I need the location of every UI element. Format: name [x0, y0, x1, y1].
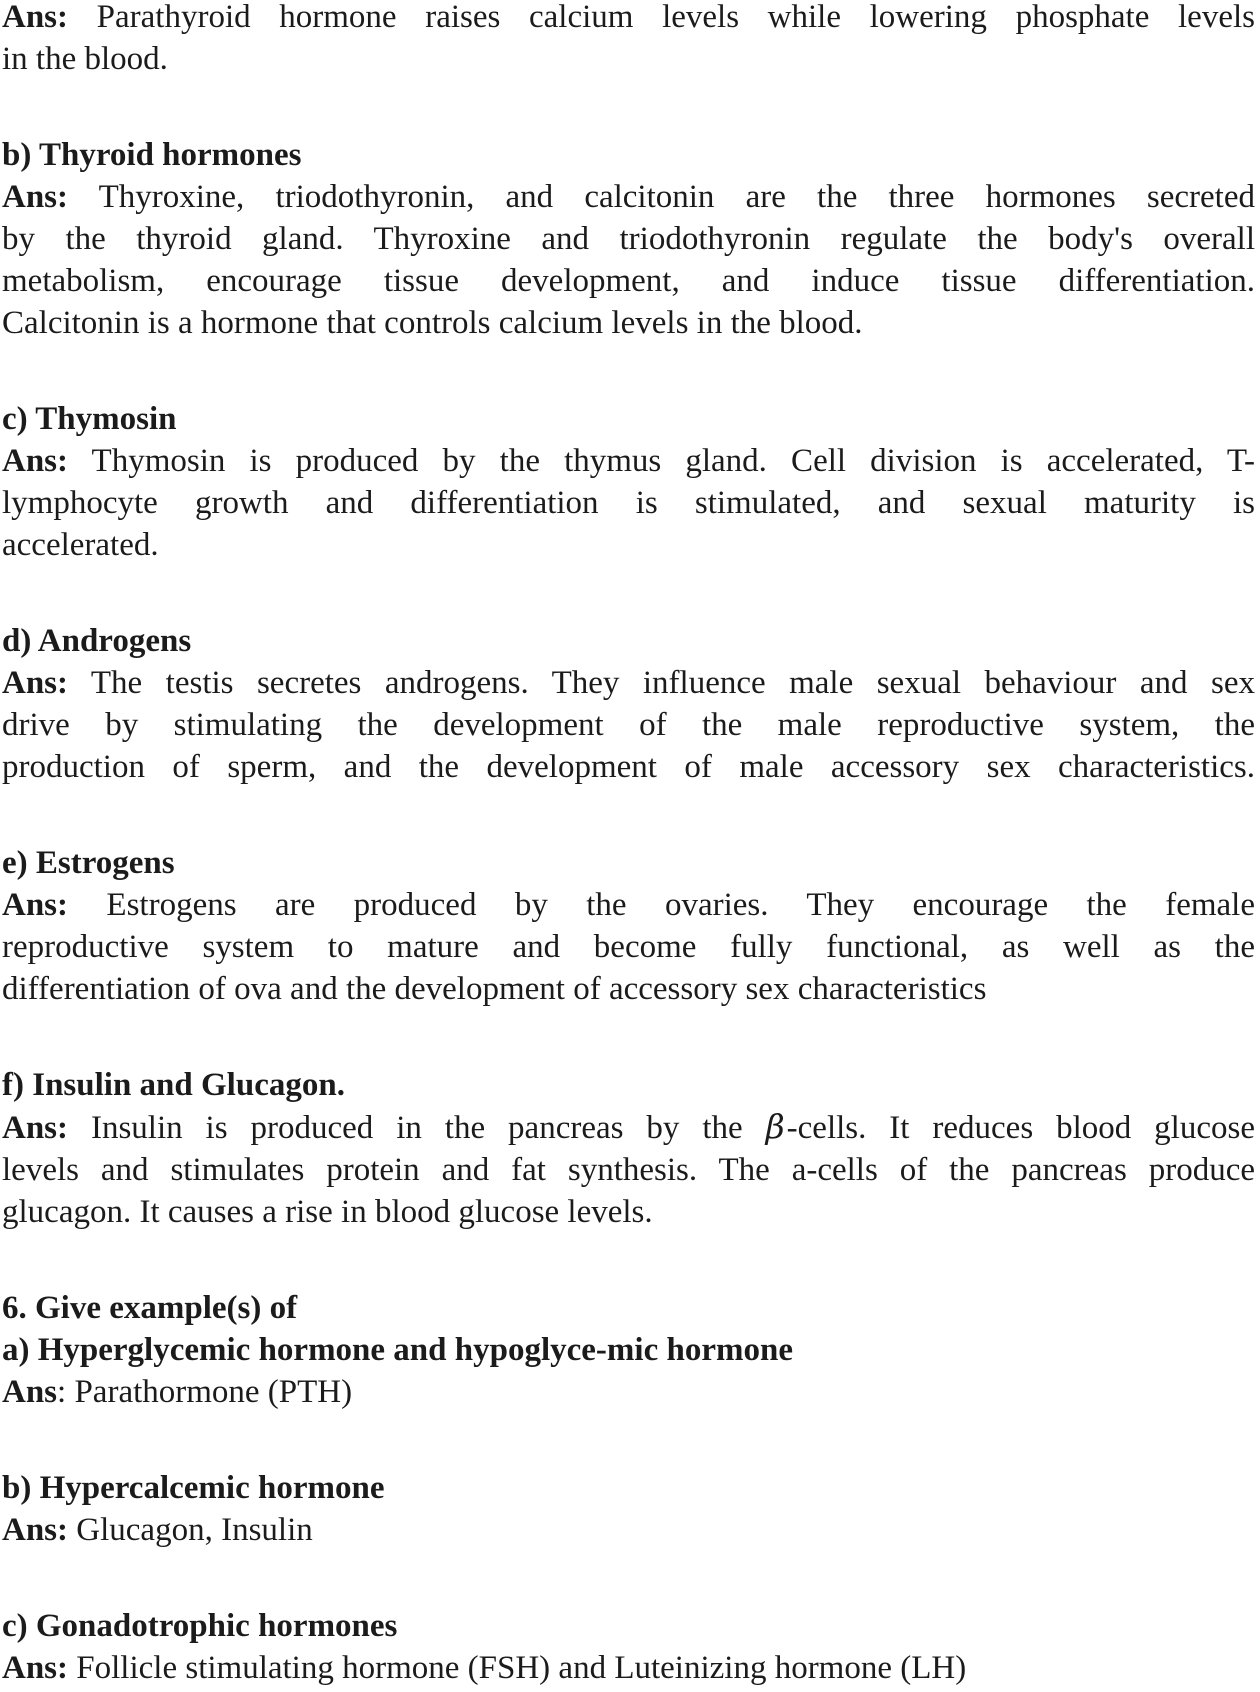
- answer-line: production of sperm, and the development of male accessory sex characteristics.: [2, 749, 1255, 785]
- section-heading: f) Insulin and Glucagon.: [2, 1067, 345, 1103]
- answer-text: Follicle stimulating hormone (FSH) and Luteinizing hormone (LH): [68, 1650, 967, 1686]
- answer-label: Ans:: [2, 1512, 69, 1548]
- section-heading: d) Androgens: [2, 623, 192, 659]
- section-heading: c) Gonadotrophic hormones: [2, 1608, 398, 1644]
- answer-text: Thyroxine, triodothyronin, and calcitonin are the three hormones secreted: [68, 179, 1255, 215]
- answer-text: -cells. It reduces blood glucose: [786, 1110, 1255, 1146]
- answer-line: levels and stimulates protein and fat synthesis. The a-cells of the pancreas produce: [2, 1152, 1255, 1188]
- answer-line: [2, 662, 1255, 704]
- answer-line: Calcitonin is a hormone that controls calcium levels in the blood.: [2, 305, 863, 341]
- answer-line: [2, 0, 1255, 38]
- section-gonadotrophic: [2, 1605, 1255, 1689]
- answer-line: differentiation of ova and the development of accessory sex characteristics: [2, 971, 987, 1007]
- question-heading: 6. Give example(s) of: [2, 1290, 298, 1326]
- section-heading: e) Estrogens: [2, 845, 175, 881]
- section-estrogens: [2, 842, 1255, 1010]
- answer-label: Ans:: [2, 0, 69, 35]
- answer-label: Ans: [2, 1374, 58, 1410]
- answer-line: [2, 884, 1255, 926]
- answer-label: Ans:: [2, 1110, 69, 1146]
- answer-label: Ans:: [2, 179, 69, 215]
- answer-line: drive by stimulating the development of the male reproductive system, the: [2, 707, 1255, 743]
- answer-text: Thymosin is produced by the thymus gland. Cell division is accelerated, T-: [68, 443, 1255, 479]
- section-hypercalcemic: [2, 1467, 1255, 1551]
- answer-label: Ans:: [2, 665, 69, 701]
- answer-line: [2, 1106, 1255, 1149]
- answer-line: by the thyroid gland. Thyroxine and triodothyronin regulate the body's overall: [2, 221, 1255, 257]
- section-thyroid-hormones: [2, 134, 1255, 344]
- answer-label: Ans:: [2, 1650, 69, 1686]
- answer-line: lymphocyte growth and differentiation is stimulated, and sexual maturity is: [2, 485, 1255, 521]
- section-thymosin: [2, 398, 1255, 566]
- section-androgens: [2, 620, 1255, 788]
- answer-line: [2, 1371, 1255, 1413]
- answer-text: Glucagon, Insulin: [68, 1512, 313, 1548]
- answer-line: [2, 176, 1255, 218]
- answer-line: glucagon. It causes a rise in blood glucose levels.: [2, 1194, 653, 1230]
- answer-text: Parathyroid hormone raises calcium levels while lowering phosphate levels: [68, 0, 1255, 35]
- section-heading: b) Hypercalcemic hormone: [2, 1470, 385, 1506]
- answer-label: Ans:: [2, 443, 69, 479]
- answer-line: [2, 1509, 1255, 1551]
- section-heading: a) Hyperglycemic hormone and hypoglyce-mic hormone: [2, 1332, 793, 1368]
- section-heading: c) Thymosin: [2, 401, 177, 437]
- answer-text: Estrogens are produced by the ovaries. They encourage the female: [68, 887, 1255, 923]
- answer-label: Ans:: [2, 887, 69, 923]
- answer-line: reproductive system to mature and become fully functional, as well as the: [2, 929, 1255, 965]
- answer-line: metabolism, encourage tissue development, and induce tissue differentiation.: [2, 263, 1255, 299]
- answer-text: Insulin is produced in the pancreas by the: [68, 1110, 766, 1146]
- section-heading: b) Thyroid hormones: [2, 137, 302, 173]
- answer-text: The testis secretes androgens. They influence male sexual behaviour and sex: [68, 665, 1255, 701]
- answer-line: in the blood.: [2, 41, 168, 77]
- answer-line: [2, 1647, 1255, 1689]
- answer-text: : Parathormone (PTH): [57, 1374, 353, 1410]
- answer-line: [2, 440, 1255, 482]
- section-question-6a: [2, 1287, 1255, 1413]
- answer-line: accelerated.: [2, 527, 159, 563]
- beta-symbol: β: [765, 1107, 785, 1146]
- section-continued-answer: [2, 0, 1255, 80]
- section-insulin-glucagon: [2, 1064, 1255, 1233]
